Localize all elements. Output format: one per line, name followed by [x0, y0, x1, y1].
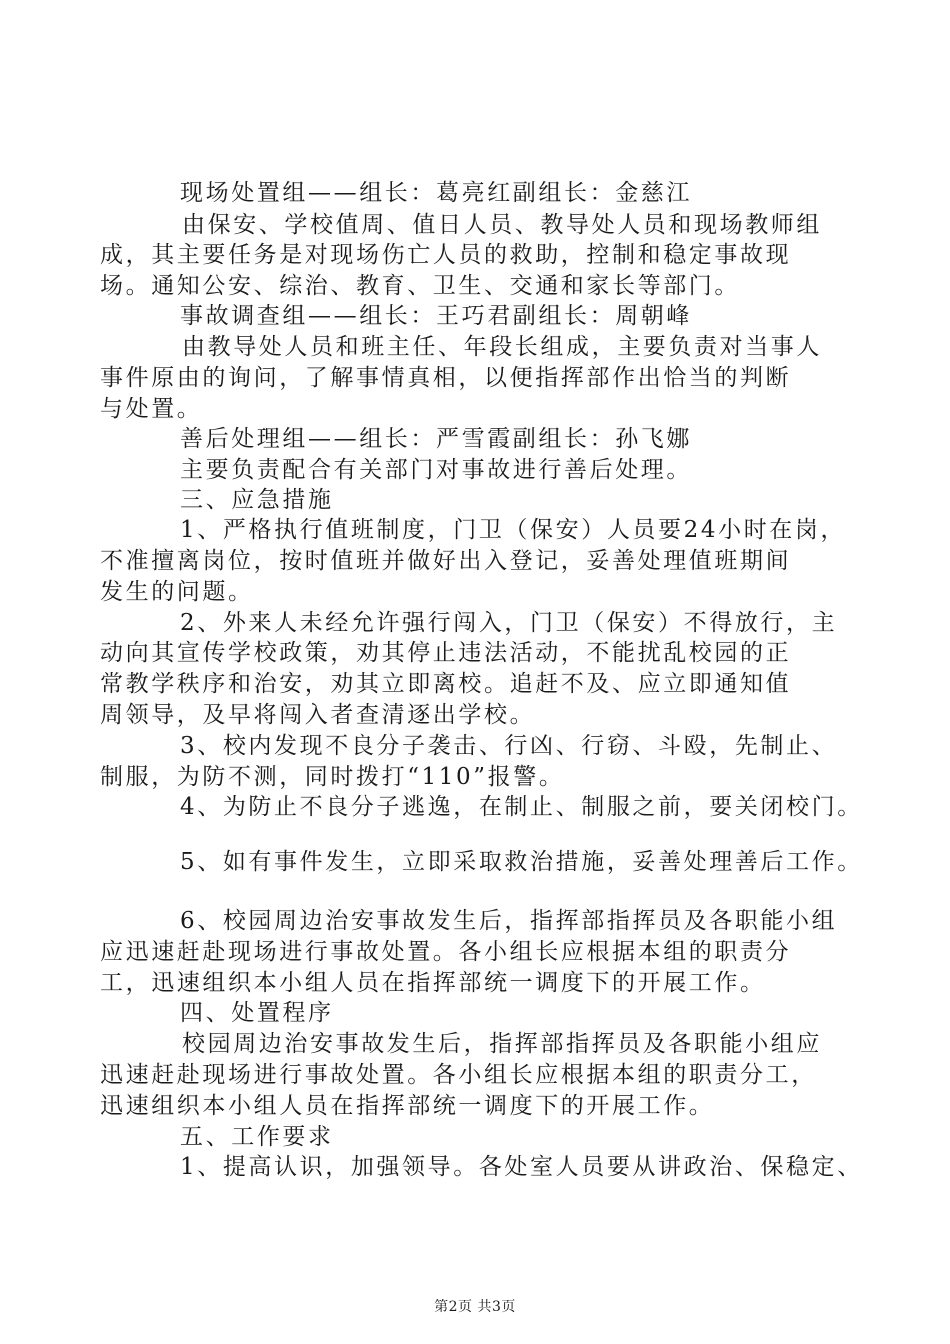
text-line: 6、校园周边治安事故发生后，指挥部指挥员及各职能小组 [180, 908, 838, 934]
text-line: 常教学秩序和治安，劝其立即离校。追赶不及、应立即通知值 [100, 671, 792, 697]
text-line: 工，迅速组织本小组人员在指挥部统一调度下的开展工作。 [100, 970, 766, 996]
text-line: 不准擅离岗位，按时值班并做好出入登记，妥善处理值班期间 [100, 548, 792, 574]
section-heading: 三、应急措施 [180, 487, 334, 513]
text-line: 2、外来人未经允许强行闯入，门卫（保安）不得放行，主 [180, 610, 838, 636]
text-line: 事件原由的询问，了解事情真相，以便指挥部作出恰当的判断 [100, 365, 792, 391]
text-line: 与处置。 [100, 396, 203, 422]
text-line: 发生的问题。 [100, 579, 254, 605]
text-line: 场。通知公安、综治、教育、卫生、交通和家长等部门。 [100, 273, 740, 299]
text-line: 事故调查组——组长：王巧君副组长：周朝峰 [180, 303, 692, 329]
text-line: 现场处置组——组长：葛亮红副组长：金慈江 [180, 180, 692, 206]
text-line: 善后处理组——组长：严雪霞副组长：孙飞娜 [180, 426, 692, 452]
text-line: 由保安、学校值周、值日人员、教导处人员和现场教师组 [182, 212, 822, 238]
text-line: 周领导，及早将闯入者查清逐出学校。 [100, 702, 536, 728]
text-line: 1、提高认识，加强领导。各处室人员要从讲政治、保稳定、 [180, 1154, 863, 1180]
text-line: 迅速赶赴现场进行事故处置。各小组长应根据本组的职责分工， [100, 1062, 817, 1088]
text-line: 3、校内发现不良分子袭击、行凶、行窃、斗殴，先制止、 [180, 733, 838, 759]
text-line: 5、如有事件发生，立即采取救治措施，妥善处理善后工作。 [180, 849, 863, 875]
text-line: 制服，为防不测，同时拨打“110”报警。 [100, 764, 565, 790]
text-line: 迅速组织本小组人员在指挥部统一调度下的开展工作。 [100, 1093, 715, 1119]
text-line: 校园周边治安事故发生后，指挥部指挥员及各职能小组应 [182, 1031, 822, 1057]
text-line: 成，其主要任务是对现场伤亡人员的救助，控制和稳定事故现 [100, 242, 792, 268]
section-heading: 四、处置程序 [180, 1000, 334, 1026]
text-line: 1、严格执行值班制度，门卫（保安）人员要24小时在岗， [180, 517, 847, 543]
text-line: 主要负责配合有关部门对事故进行善后处理。 [180, 457, 692, 483]
section-heading: 五、工作要求 [180, 1124, 334, 1150]
text-line: 4、为防止不良分子逃逸，在制止、制服之前，要关闭校门。 [180, 794, 863, 820]
text-line: 动向其宣传学校政策，劝其停止违法活动，不能扰乱校园的正 [100, 640, 792, 666]
text-line: 由教导处人员和班主任、年段长组成，主要负责对当事人 [182, 334, 822, 360]
page-number: 第2页 共3页 [434, 1299, 516, 1315]
text-line: 应迅速赶赴现场进行事故处置。各小组长应根据本组的职责分 [100, 939, 792, 965]
